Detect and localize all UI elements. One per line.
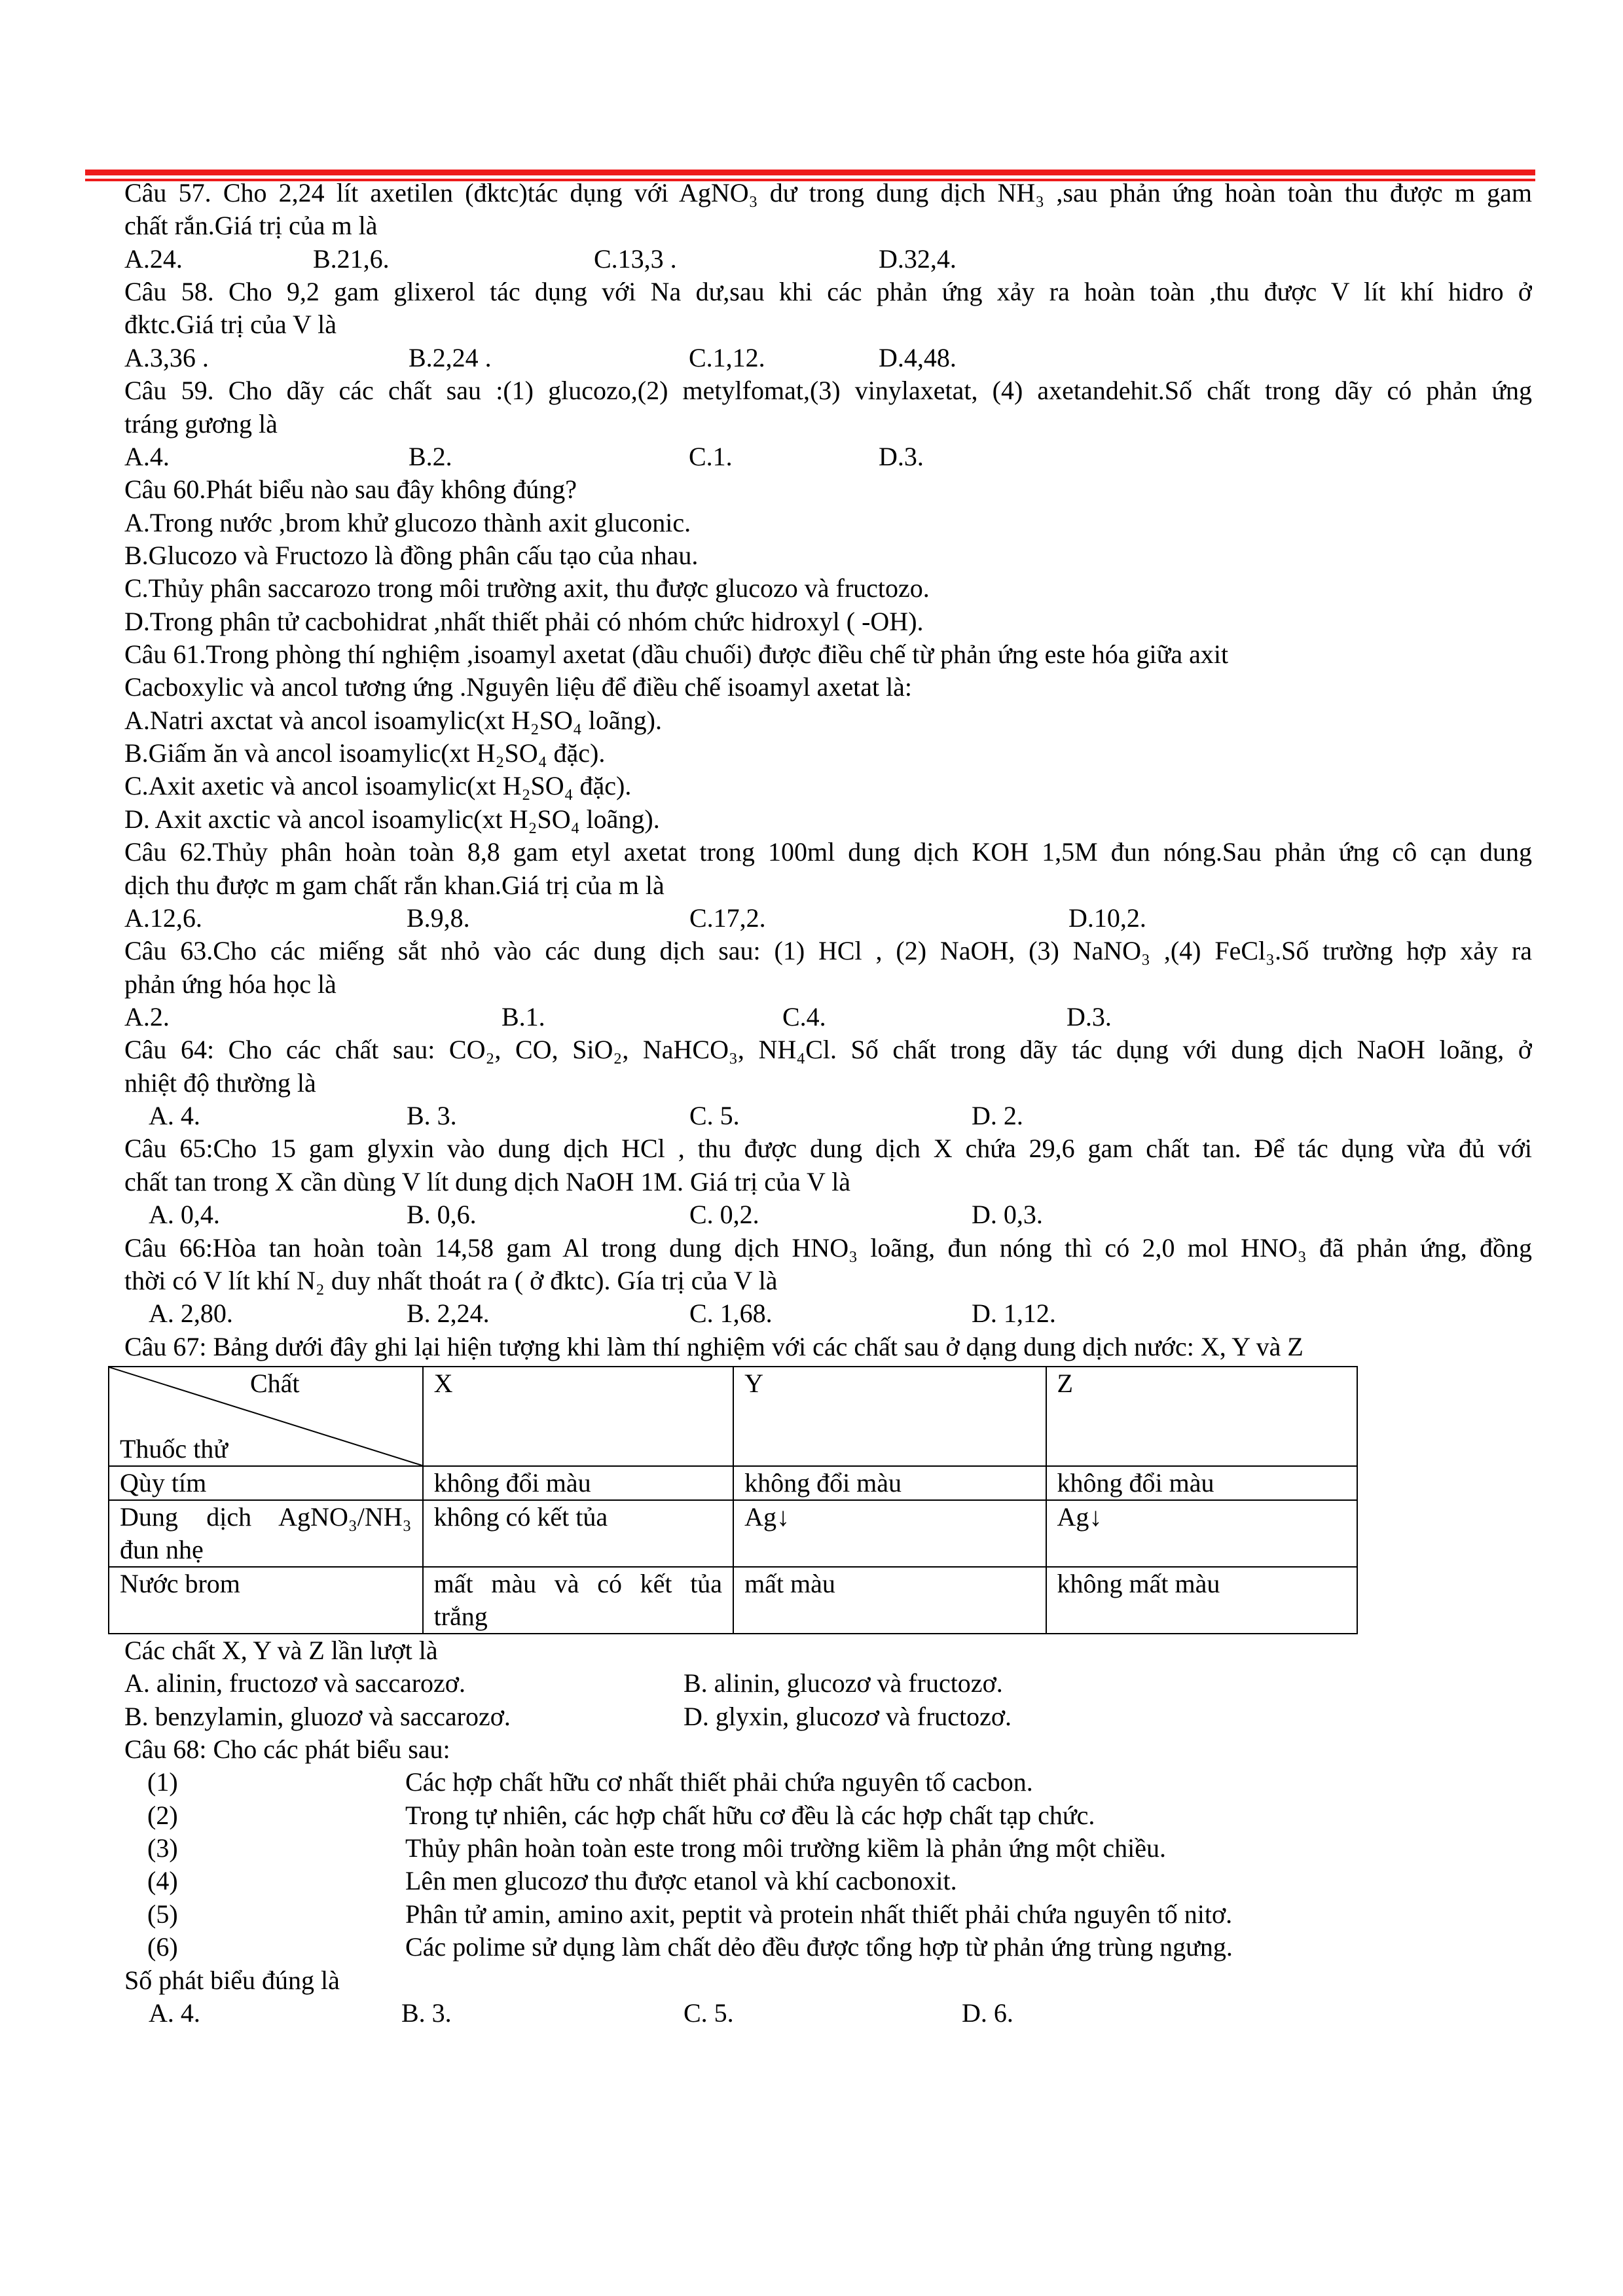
question-57-stem: Câu 57. Cho 2,24 lít axetilen (đktc)tác dụng với AgNO₃ dư trong dung dịch NH₃ ,sau phản ứng hoàn toàn thu được m gam — [124, 178, 1532, 207]
option-d: D. 2. — [972, 1101, 1023, 1131]
table-cell: không đổi màu — [423, 1466, 733, 1500]
question-65-stem-cont: chất tan trong X cần dùng V lít dung dịch NaOH 1M. Giá trị của V là — [124, 1166, 851, 1196]
question-64-stem: Câu 64: Cho các chất sau: CO₂, CO, SiO₂, NaHCO₃, NH₄Cl. Số chất trong dãy tác dụng với dung dịch NaOH loãng, ở — [124, 1035, 1532, 1065]
statement-text: Phân tử amin, amino axit, peptit và protein nhất thiết phải chứa nguyên tố nitơ. — [405, 1899, 1233, 1929]
option-b: B.2. — [409, 441, 452, 471]
experiment-table — [108, 1366, 1358, 1634]
option-c: C.1,12. — [689, 342, 765, 372]
option-b: B.Giấm ăn và ancol isoamylic(xt H₂SO₄ đặc). — [124, 738, 606, 768]
option-d: D.10,2. — [1068, 903, 1146, 933]
option-d: D. Axit axctic và ancol isoamylic(xt H₂SO₄ loãng). — [124, 804, 660, 834]
statement-item — [124, 1799, 1532, 1832]
question-58-stem-cont: đktc.Giá trị của V là — [124, 310, 337, 340]
statement-item — [124, 1931, 1532, 1964]
question-67-options-row2 — [124, 1700, 1532, 1733]
option-d: D.Trong phân tử cacbohidrat ,nhất thiết phải có nhóm chức hidroxyl ( -OH). — [124, 606, 924, 636]
question-62-stem-cont: dịch thu được m gam chất rắn khan.Giá trị của m là — [124, 870, 665, 900]
statement-number: (6) — [147, 1932, 178, 1962]
option-c: C.4. — [782, 1001, 826, 1031]
question-68-options — [124, 1997, 1532, 2030]
option-c: C.Axit axetic và ancol isoamylic(xt H₂SO₄ đặc). — [124, 771, 632, 801]
statement-number: (4) — [147, 1866, 178, 1896]
question-64-options — [124, 1100, 1532, 1132]
statement-number: (2) — [147, 1800, 178, 1830]
table-row — [109, 1567, 1357, 1634]
option-b: B. alinin, glucozơ và fructozơ. — [684, 1668, 1003, 1698]
option-b: B.21,6. — [313, 243, 390, 274]
statement-text: Các hợp chất hữu cơ nhất thiết phải chứa nguyên tố cacbon. — [405, 1767, 1033, 1797]
option-b: B.Glucozo và Fructozo là đồng phân cấu tạo của nhau. — [124, 540, 699, 570]
option-b: B.2,24 . — [409, 342, 492, 372]
question-59-stem-cont: tráng gương là — [124, 408, 278, 439]
option-d: D. 1,12. — [972, 1299, 1056, 1329]
option-a: A.3,36 . — [124, 342, 209, 372]
statement-item — [124, 1865, 1532, 1897]
table-row — [109, 1466, 1357, 1500]
option-d: D.32,4. — [879, 243, 957, 274]
question-67-options-row1 — [124, 1667, 1532, 1700]
option-c: C. 5. — [684, 1998, 734, 2028]
option-a: A.24. — [124, 243, 183, 274]
question-63-options — [124, 1001, 1532, 1033]
question-59-stem: Câu 59. Cho dãy các chất sau :(1) glucozo,(2) metylfomat,(3) vinylaxetat, (4) axetandehit.Số chất trong dãy có phản ứng — [124, 376, 1532, 406]
table-cell: không mất màu — [1046, 1567, 1357, 1634]
reagent-cell: Nước brom — [109, 1567, 423, 1634]
question-63-stem: Câu 63.Cho các miếng sắt nhỏ vào các dung dịch sau: (1) HCl , (2) NaOH, (3) NaNO₃ ,(4) FeCl₃.Số trường hợp xảy ra — [124, 936, 1532, 966]
option-a: A. 4. — [149, 1101, 200, 1131]
option-c: B. benzylamin, gluozơ và saccarozơ. — [124, 1701, 511, 1731]
option-a: A. alinin, fructozơ và saccarozơ. — [124, 1668, 465, 1698]
option-a: A.12,6. — [124, 903, 202, 933]
option-c: C.1. — [689, 441, 733, 471]
table-cell: không đổi màu — [1046, 1466, 1357, 1500]
table-cell: mất màu và có kết tủa trắng — [423, 1567, 733, 1634]
corner-label-reagent: Thuốc thử — [120, 1433, 228, 1463]
header-rule-thick — [85, 170, 1535, 175]
option-c: C.13,3 . — [594, 243, 677, 274]
exam-page — [120, 177, 1532, 2030]
question-68-prompt: Số phát biểu đúng là — [124, 1965, 340, 1995]
option-a: A. 0,4. — [149, 1200, 220, 1230]
table-header-row — [109, 1367, 1357, 1466]
option-d: D.4,48. — [879, 342, 957, 372]
question-62-options — [124, 902, 1532, 935]
question-66-stem-cont: thời có V lít khí N₂ duy nhất thoát ra ( ở đktc). Gía trị của V là — [124, 1265, 778, 1295]
question-67-stem: Câu 67: Bảng dưới đây ghi lại hiện tượng khi làm thí nghiệm với các chất sau ở dạng dung dịch nước: X, Y và Z — [124, 1331, 1304, 1361]
table-row — [109, 1500, 1357, 1567]
question-58-options — [124, 342, 1532, 374]
option-c: C. 1,68. — [689, 1299, 773, 1329]
reagent-cell: Dung dịch AgNO₃/NH₃ đun nhẹ — [109, 1500, 423, 1567]
question-59-options — [124, 440, 1532, 473]
question-58-stem: Câu 58. Cho 9,2 gam glixerol tác dụng với Na dư,sau khi các phản ứng xảy ra hoàn toàn ,thu được V lít khí hidro ở — [124, 277, 1532, 307]
column-header: Z — [1046, 1367, 1357, 1466]
question-61-stem-cont: Cacboxylic và ancol tương ứng .Nguyên liệu để điều chế isoamyl axetat là: — [124, 672, 913, 702]
table-corner-cell — [109, 1367, 423, 1466]
question-68-stem: Câu 68: Cho các phát biểu sau: — [124, 1734, 450, 1765]
option-b: B. 0,6. — [407, 1200, 477, 1230]
table-cell: không có kết tủa — [423, 1500, 733, 1567]
question-62-stem: Câu 62.Thủy phân hoàn toàn 8,8 gam etyl axetat trong 100ml dung dịch KOH 1,5M đun nóng.Sau phản ứng cô cạn dung — [124, 837, 1532, 867]
question-65-stem: Câu 65:Cho 15 gam glyxin vào dung dịch HCl , thu được dung dịch X chứa 29,6 gam chất tan. Để tác dụng vừa đủ với — [124, 1134, 1532, 1164]
option-a: A.4. — [124, 441, 170, 471]
statement-text: Các polime sử dụng làm chất dẻo đều được tổng hợp từ phản ứng trùng ngưng. — [405, 1932, 1233, 1962]
option-a: A.Natri axctat và ancol isoamylic(xt H₂SO₄ loãng). — [124, 705, 662, 735]
option-d: D. glyxin, glucozơ và fructozơ. — [684, 1701, 1012, 1731]
question-60-stem: Câu 60.Phát biểu nào sau đây không đúng? — [124, 475, 577, 505]
statement-item — [124, 1898, 1532, 1931]
option-b: B. 2,24. — [407, 1299, 490, 1329]
table-cell: mất màu — [733, 1567, 1046, 1634]
option-c: C. 0,2. — [689, 1200, 759, 1230]
corner-label-substance: Chất — [250, 1368, 300, 1398]
option-d: D. 0,3. — [972, 1200, 1043, 1230]
column-header: X — [423, 1367, 733, 1466]
option-d: D. 6. — [962, 1998, 1013, 2028]
option-a: A.Trong nước ,brom khử glucozo thành axit gluconic. — [124, 507, 691, 537]
option-c: C.17,2. — [689, 903, 766, 933]
option-a: A. 2,80. — [149, 1299, 233, 1329]
question-65-options — [124, 1198, 1532, 1231]
option-b: B.9,8. — [407, 903, 470, 933]
statement-text: Trong tự nhiên, các hợp chất hữu cơ đều là các hợp chất tạp chức. — [405, 1800, 1095, 1830]
question-63-stem-cont: phản ứng hóa học là — [124, 969, 337, 999]
column-header: Y — [733, 1367, 1046, 1466]
table-cell: Ag↓ — [733, 1500, 1046, 1567]
statement-text: Thủy phân hoàn toàn este trong môi trường kiềm là phản ứng một chiều. — [405, 1833, 1167, 1863]
table-cell: Ag↓ — [1046, 1500, 1357, 1567]
statement-item — [124, 1832, 1532, 1865]
statement-item — [124, 1766, 1532, 1799]
reagent-cell: Qùy tím — [109, 1466, 423, 1500]
option-c: C. 5. — [689, 1101, 740, 1131]
statement-number: (3) — [147, 1833, 178, 1863]
question-61-stem: Câu 61.Trong phòng thí nghiệm ,isoamyl axetat (dầu chuối) được điều chế từ phản ứng este hóa giữa axit — [124, 639, 1229, 670]
question-66-options — [124, 1297, 1532, 1330]
option-c: C.Thủy phân saccarozo trong môi trường axit, thu được glucozo và fructozo. — [124, 573, 930, 603]
question-57-options — [124, 243, 1532, 276]
question-64-stem-cont: nhiệt độ thường là — [124, 1067, 316, 1098]
option-a: A.2. — [124, 1001, 170, 1031]
table-cell: không đổi màu — [733, 1466, 1046, 1500]
statement-number: (5) — [147, 1899, 178, 1929]
option-a: A. 4. — [149, 1998, 200, 2028]
question-57-stem-cont: chất rắn.Giá trị của m là — [124, 211, 378, 241]
statement-number: (1) — [147, 1767, 178, 1797]
option-b: B.1. — [501, 1001, 545, 1031]
option-d: D.3. — [1067, 1001, 1112, 1031]
option-b: B. 3. — [401, 1998, 452, 2028]
statement-text: Lên men glucozơ thu được etanol và khí cacbonoxit. — [405, 1866, 957, 1896]
question-66-stem: Câu 66:Hòa tan hoàn toàn 14,58 gam Al trong dung dịch HNO₃ loãng, đun nóng thì có 2,0 mol HNO₃ đã phản ứng, đồng — [124, 1232, 1532, 1263]
option-d: D.3. — [879, 441, 924, 471]
question-67-prompt: Các chất X, Y và Z lần lượt là — [124, 1635, 438, 1665]
option-b: B. 3. — [407, 1101, 457, 1131]
